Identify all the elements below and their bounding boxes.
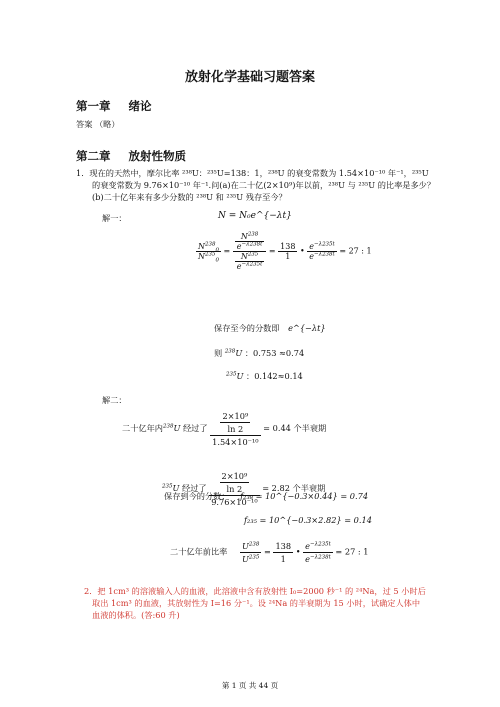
sol1-ratio-mid: $\frac{\frac{N^{238}}{e^{-\lambda 238t}}}{\frac{N^{235}}{e^{-\lambda 235t}}}$ [233, 232, 267, 271]
sol2-den-235: 9.76×10⁻¹⁰ [211, 497, 258, 507]
q2-line-2: 取出 1cm³ 的血液，其放射性为 I=16 分⁻¹。设 ²⁴Na 的半衰期为 15 小时，试确定人体中 [92, 598, 421, 608]
sol2-passed-235: 经过了 [182, 483, 207, 493]
chapter-2-heading [76, 148, 186, 164]
sol1-label: 解一： [102, 213, 127, 223]
sol2-u238-halflives: 二十亿年内$^{238}$U 经过了 $\frac{\frac{\text{2×10⁹}}{\ln 2}}{\text{1.54×10⁻¹⁰}}$ = 0.44 个半衰期 [122, 411, 327, 447]
chapter-1-name: 绪论 [128, 99, 152, 113]
sol2-f238: f₂₃₈ = 10^{−0.3×0.44} = 0.74 [240, 491, 369, 501]
sol2-num-235: 2×10⁹ [221, 471, 248, 481]
sol2-f235: f₂₃₅ = 10^{−0.3×2.82} = 0.14 [244, 515, 372, 525]
sol1-ratio-lhs: $\frac{N^{238}_0}{N^{235}_0}$ [198, 241, 219, 264]
chapter-1-heading [76, 98, 152, 114]
sol1-survive [214, 322, 326, 334]
sol2-den-238: 1.54×10⁻¹⁰ [212, 437, 259, 447]
sol2-label: 解二： [102, 395, 127, 405]
sol2-ratio-label: 二十亿年前比率 [170, 546, 228, 557]
sol1-then-label: 则 [214, 348, 223, 358]
sol1-u238-value: ：0.753 ≈0.74 [244, 348, 305, 358]
q1-line-1: 1．现在的天然中，摩尔比率 ²³⁸U：²³⁵U=138：1，²³⁸U 的衰变常数为 1.54×10⁻¹⁰ 年⁻¹，²³⁵U [76, 168, 429, 178]
sol2-ratio-result: = 27 : 1 [335, 546, 369, 557]
sol1-ratio-num: 138 [280, 242, 296, 251]
chapter-2-name: 放射性物质 [128, 149, 186, 163]
sol2-frac-235 [209, 470, 259, 508]
sol1-u235: $^{235}$U ：0.142≈0.14 [226, 371, 303, 381]
sol1-ratio-result: = 27 : 1 [339, 246, 372, 256]
sol2-ratio-lhs: $\frac{U^{238}}{U^{235}}$ [241, 541, 260, 564]
sol1-ratio-den: 1 [285, 252, 291, 261]
sol2-survive-label: 保存到今的分数： [164, 491, 230, 501]
sol2-u235-halflives: $^{235}$U 经过了 $\frac{\frac{\text{2×10⁹}}{\ln 2}}{\text{9.76×10⁻¹⁰}}$ = 2.82 个半衰期 [162, 471, 326, 507]
q1-line-3: (b)二十亿年来有多少分数的 ²³⁸U 和 ²³⁵U 残存至今？ [92, 192, 287, 202]
sol1-formula: N = N₀e^{−λt} [218, 211, 292, 221]
page-footer: 第 1 页 共 44 页 [221, 681, 279, 690]
sol1-survive-expr: e^{−λt} [288, 323, 326, 333]
sol2-ratio-line: 二十亿年前比率 $\frac{U^{238}}{U^{235}}$ = $\frac{138}{1}$ • $\frac{e^{-\lambda 235t}}{e^{-\lambda 238t}}$ = 27 : 1 [170, 541, 369, 564]
sol2-res-235: = 2.82 个半衰期 [262, 483, 326, 493]
sol2-frac-238 [210, 410, 260, 448]
q2-line-3: 血液的体积。(答:60 升) [92, 610, 180, 620]
sol2-f238-line [164, 490, 368, 502]
chapter-1-number: 第一章 [76, 99, 111, 113]
sol1-exp-ratio: $\frac{e^{-\lambda 235t}}{e^{-\lambda 238t}}$ [309, 241, 335, 261]
sol1-survive-text: 保存至今的分数即 [214, 323, 280, 333]
sol1-ratio-equation: $\frac{N^{238}_0}{N^{235}_0}$ = $\frac{\frac{N^{238}}{e^{-\lambda 238t}}}{\frac{N^{235}}{e^{-\lambda 235t}}}$ = $\frac{138}{1}$ • $\frac{e^{-\lambda 235t}}{e^{-\lambda 238t}}$ = 27 : 1 [198, 231, 372, 271]
chapter-2-number: 第二章 [76, 149, 111, 163]
sol1-ratio-138-1 [278, 242, 297, 261]
sol2-exp-ratio: $\frac{e^{-\lambda 235t}}{e^{-\lambda 238t}}$ [305, 541, 331, 564]
sol2-num-238: 2×10⁹ [222, 411, 249, 421]
sol2-res-238: = 0.44 个半衰期 [263, 423, 327, 433]
sol2-ln-238: ln 2 [227, 424, 244, 434]
sol2-ratio-138-1: $\frac{138}{1}$ [275, 541, 292, 564]
chapter-1-answer: 答案 （略） [76, 119, 120, 129]
sol2-passed-238: 经过了 [182, 423, 208, 433]
q2-line-1: 2．把 1cm³ 的溶液输入人的血液，此溶液中含有放射性 I₀=2000 秒⁻¹ 的 ²⁴Na，过 5 小时后 [84, 586, 426, 596]
sol2-ln-235: ln 2 [226, 484, 243, 494]
sol1-u238: 则 $^{238}$U ：0.753 ≈0.74 [214, 348, 305, 358]
sol1-u235-value: ：0.142≈0.14 [246, 371, 303, 381]
sol2-prefix: 二十亿年内 [122, 423, 163, 433]
q1-line-2: 的衰变常数为 9.76×10⁻¹⁰ 年⁻¹.问(a)在二十亿(2×10⁹)年以前，²³⁸U 与 ²³⁵U 的比率是多少？ [92, 180, 436, 190]
page-title: 放射化学基础习题答案 [184, 70, 315, 85]
